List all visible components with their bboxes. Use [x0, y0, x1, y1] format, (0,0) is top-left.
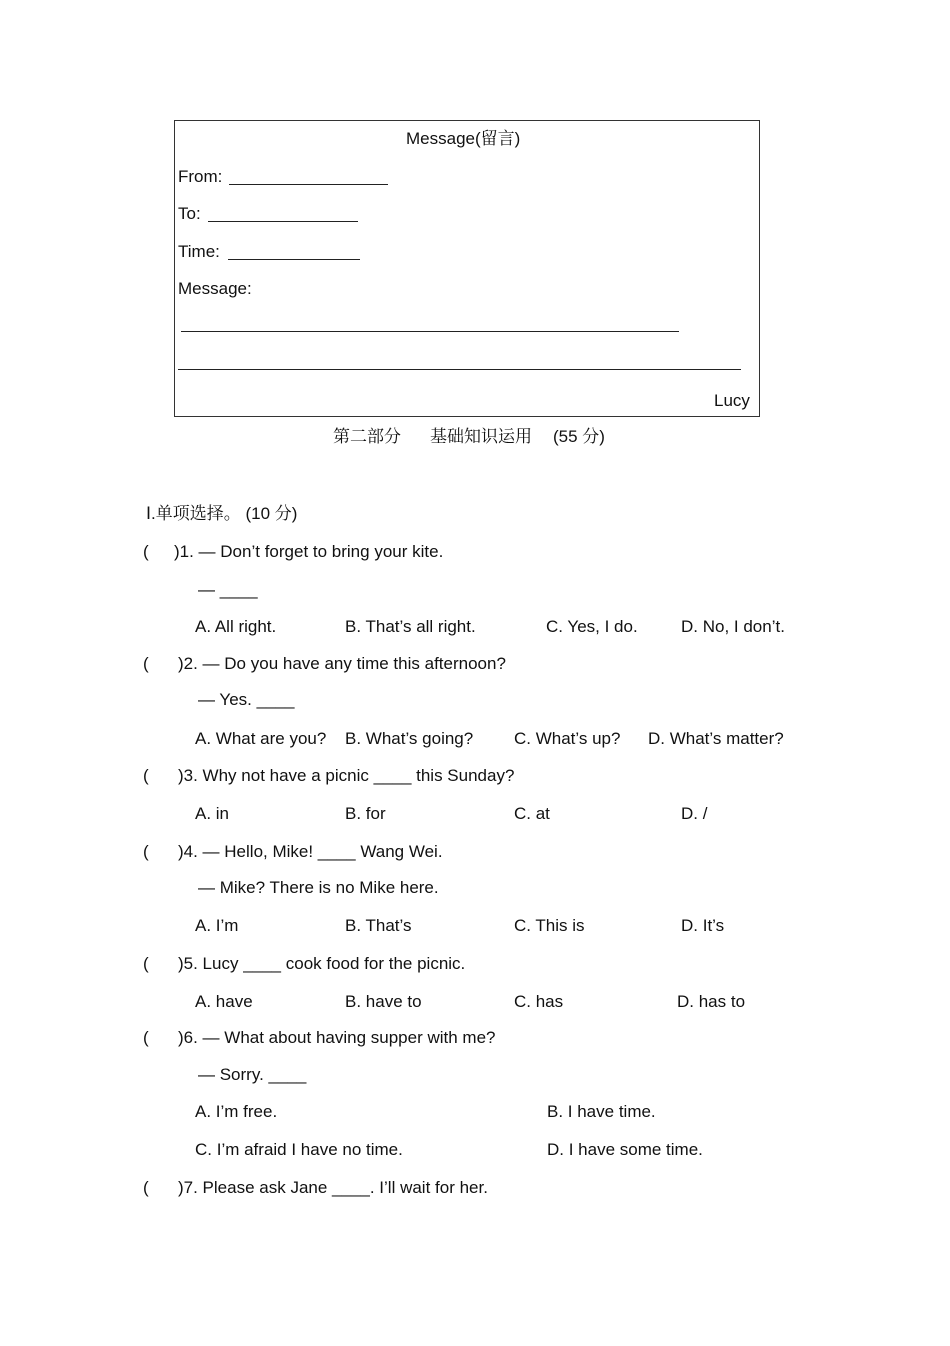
option-c: C. at: [514, 804, 550, 823]
option-d: D. has to: [677, 992, 746, 1011]
message-form: [174, 120, 760, 417]
option-c: C. This is: [514, 916, 585, 935]
option-d: D. /: [681, 804, 708, 823]
message-form-title: Message(留言): [406, 129, 521, 148]
option-c: C. has: [514, 992, 564, 1011]
question-stem: )6. — What about having supper with me?: [178, 1028, 496, 1047]
question-stem: )4. — Hello, Mike! ____ Wang Wei.: [178, 842, 443, 861]
option-d: D. What’s matter?: [648, 729, 784, 748]
question-stem: )5. Lucy ____ cook food for the picnic.: [178, 954, 466, 973]
option-b: B. have to: [345, 992, 422, 1011]
from-blank: [229, 184, 388, 185]
question-stem: )2. — Do you have any time this afternoon?: [178, 654, 506, 673]
part-points: (55 分): [553, 427, 605, 446]
message-blank-line-2: [178, 369, 741, 370]
message-blank-line-1: [181, 331, 679, 332]
option-d: D. It’s: [681, 916, 725, 935]
option-b: B. What’s going?: [345, 729, 474, 748]
answer-paren: (: [143, 1178, 149, 1197]
option-c: C. What’s up?: [514, 729, 621, 748]
question-reply: — ____: [198, 580, 258, 599]
to-blank: [208, 221, 358, 222]
question-stem: )7. Please ask Jane ____. I’ll wait for her.: [178, 1178, 488, 1197]
section-title: Ⅰ.单项选择。 (10 分): [146, 504, 298, 523]
answer-paren: (: [143, 766, 149, 785]
message-label: Message:: [178, 279, 252, 298]
option-b: B. I have time.: [547, 1102, 656, 1121]
option-d: D. No, I don’t.: [681, 617, 785, 636]
time-label: Time:: [178, 242, 220, 261]
option-b: B. for: [345, 804, 386, 823]
question-reply: — Sorry. ____: [198, 1065, 307, 1084]
signature: Lucy: [714, 391, 750, 410]
option-a: A. What are you?: [195, 729, 327, 748]
option-a: A. All right.: [195, 617, 277, 636]
option-c: C. Yes, I do.: [546, 617, 638, 636]
option-b: B. That’s: [345, 916, 412, 935]
question-reply: — Mike? There is no Mike here.: [198, 878, 439, 897]
answer-paren: (: [143, 1028, 149, 1047]
question-stem: )1. — Don’t forget to bring your kite.: [174, 542, 444, 561]
option-b: B. That’s all right.: [345, 617, 476, 636]
question-stem: )3. Why not have a picnic ____ this Sunday?: [178, 766, 515, 785]
part-heading: 第二部分: [333, 427, 401, 446]
to-label: To:: [178, 204, 201, 223]
option-a: A. I’m: [195, 916, 239, 935]
question-reply: — Yes. ____: [198, 690, 295, 709]
part-subheading: 基础知识运用: [430, 427, 532, 446]
answer-paren: (: [143, 542, 149, 561]
answer-paren: (: [143, 954, 149, 973]
option-a: A. have: [195, 992, 253, 1011]
from-label: From:: [178, 167, 223, 186]
option-c: C. I’m afraid I have no time.: [195, 1140, 403, 1159]
answer-paren: (: [143, 842, 149, 861]
time-blank: [228, 259, 360, 260]
option-d: D. I have some time.: [547, 1140, 703, 1159]
option-a: A. I’m free.: [195, 1102, 278, 1121]
option-a: A. in: [195, 804, 230, 823]
answer-paren: (: [143, 654, 149, 673]
